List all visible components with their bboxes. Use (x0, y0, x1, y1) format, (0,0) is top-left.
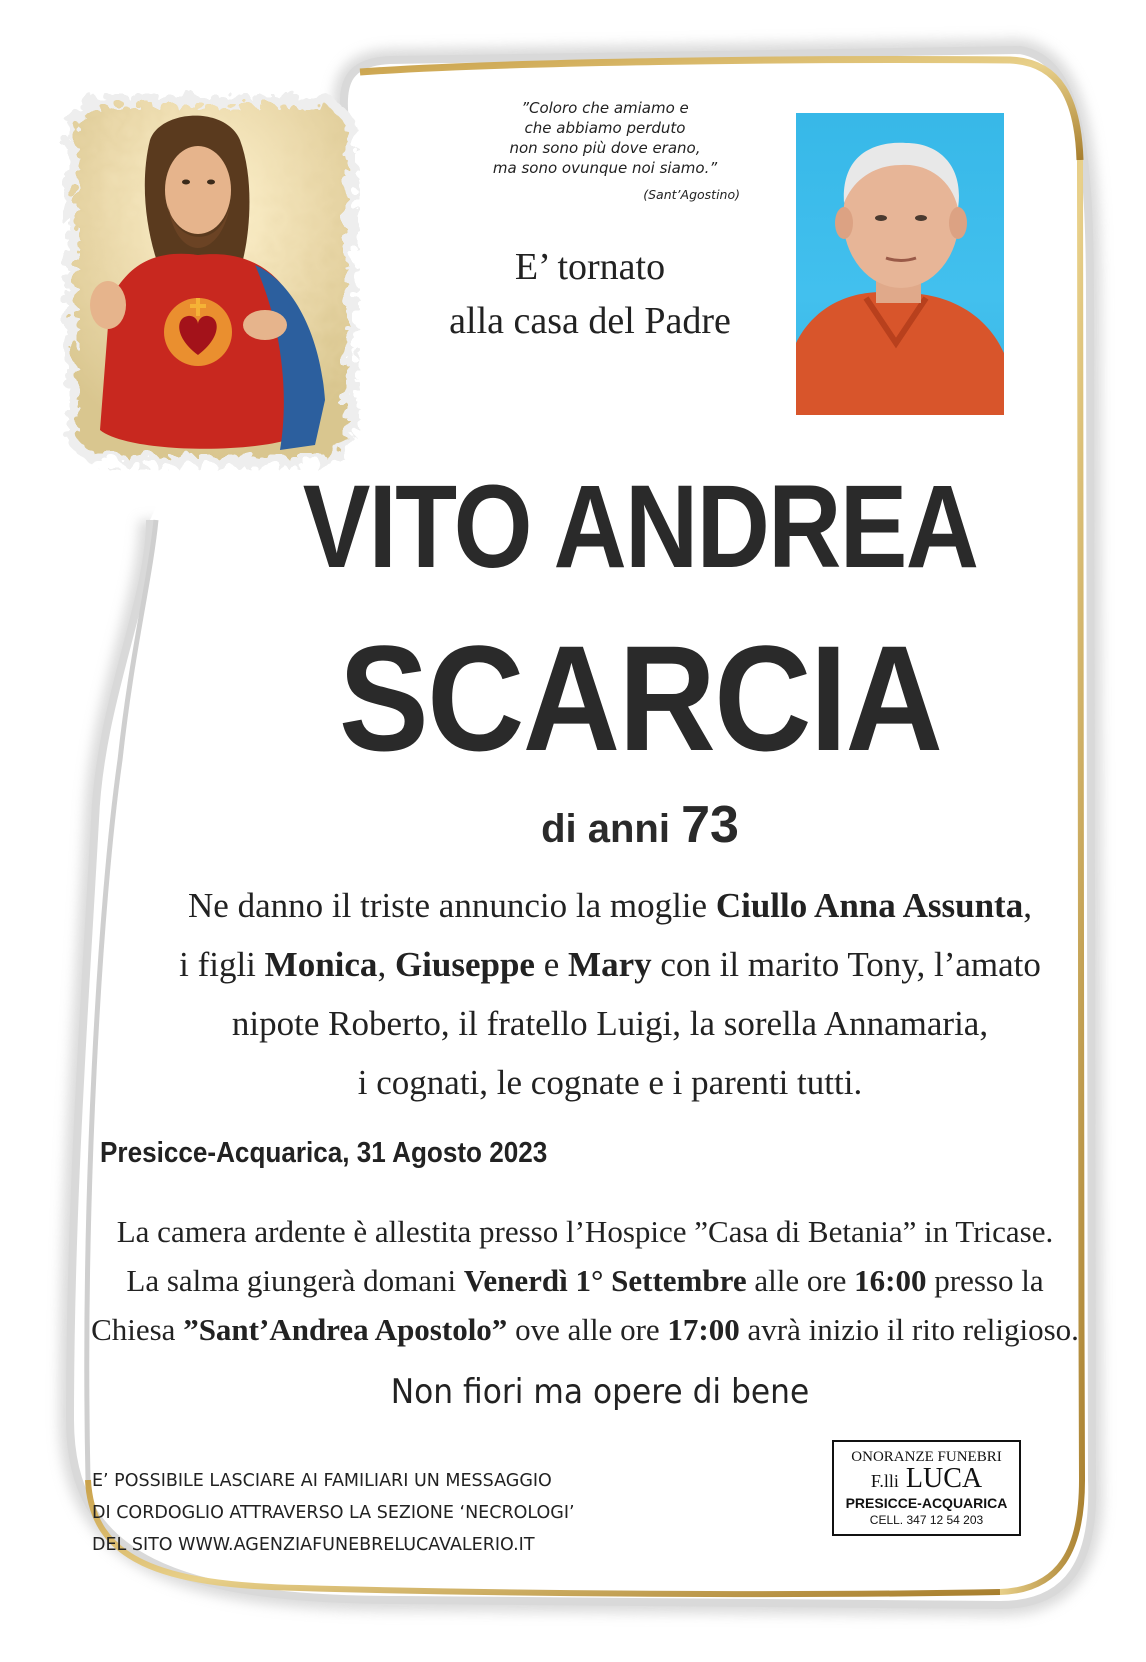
details-line (70, 1305, 1100, 1354)
agency-name-main: LUCA (905, 1463, 983, 1494)
service-time: 17:00 (667, 1312, 740, 1347)
sacred-heart-image (40, 70, 370, 490)
funeral-agency-box (832, 1440, 1021, 1536)
announcement-line: i cognati, le cognate e i parenti tutti. (357, 1063, 863, 1102)
intro-line-2: alla casa del Padre (449, 300, 731, 342)
announcement-line: nipote Roberto, il fratello Luigi, la sorella Annamaria, (231, 1004, 989, 1043)
arrival-date: Venerdì 1° Settembre (463, 1263, 747, 1298)
quote-line: ma sono ovunque noi siamo.” (492, 159, 718, 177)
quote-line: che abbiamo perduto (524, 119, 686, 137)
footer-message (92, 1465, 652, 1561)
deceased-surname: SCARCIA (338, 614, 942, 782)
deceased-age (440, 795, 840, 859)
details-line: La camera ardente è allestita presso l’Hospice ”Casa di Betania” in Tricase. (116, 1214, 1054, 1249)
quote-line: non sono più dove erano, (509, 139, 701, 157)
place-and-date: Presicce-Acquarica, 31 Agosto 2023 (100, 1137, 548, 1169)
intro-line-1: E’ tornato (514, 246, 666, 288)
details-fragment: presso la (926, 1263, 1044, 1298)
age-value: 73 (681, 796, 739, 854)
child-name: Monica (264, 945, 378, 984)
quote-line: ”Coloro che amiamo e (521, 99, 689, 117)
agency-phone: CELL. 347 12 54 203 (869, 1513, 984, 1527)
announcement-fragment: e (534, 945, 569, 984)
announcement-fragment: Ne danno il triste annuncio la moglie (188, 886, 716, 925)
closing-note: Non fiori ma opere di bene (390, 1372, 810, 1412)
announcement-line (130, 876, 1090, 935)
details-fragment: avrà inizio il rito religioso. (739, 1312, 1079, 1347)
announcement-text (130, 876, 1090, 1112)
child-name: Giuseppe (394, 945, 535, 984)
age-prefix: di anni (541, 807, 670, 851)
agency-label: ONORANZE FUNEBRI (851, 1449, 1002, 1465)
arrival-time: 16:00 (854, 1263, 927, 1298)
agency-town: PRESICCE-ACQUARICA (845, 1495, 1008, 1511)
quote (460, 98, 750, 178)
intro-text (400, 240, 780, 348)
deceased-first-names: VITO ANDREA (302, 461, 978, 593)
portrait-photo (796, 113, 1004, 415)
spouse-name: Ciullo Anna Assunta (715, 886, 1024, 925)
details-fragment: ove alle ore (507, 1312, 668, 1347)
announcement-line (130, 935, 1090, 994)
details-fragment: Chiesa (91, 1312, 184, 1347)
agency-name (834, 1463, 1019, 1494)
details-fragment: alle ore (746, 1263, 855, 1298)
announcement-fragment: con il marito Tony, l’amato (651, 945, 1041, 984)
details-fragment: La salma giungerà domani (126, 1263, 464, 1298)
footer-line: DEL SITO WWW.AGENZIAFUNEBRELUCAVALERIO.IT (92, 1535, 535, 1555)
quote-author: (Sant’Agostino) (643, 187, 740, 202)
announcement-fragment: i figli (179, 945, 265, 984)
funeral-details (70, 1207, 1100, 1354)
church-name: ”Sant’Andrea Apostolo” (183, 1312, 508, 1347)
announcement-fragment: , (377, 945, 395, 984)
footer-line: DI CORDOGLIO ATTRAVERSO LA SEZIONE ‘NECROLOGI’ (92, 1503, 575, 1523)
footer-line: E’ POSSIBILE LASCIARE AI FAMILIARI UN MESSAGGIO (92, 1471, 552, 1491)
announcement-fragment: , (1023, 886, 1032, 925)
child-name: Mary (568, 945, 652, 984)
agency-name-prefix: F.lli (870, 1471, 899, 1491)
details-line (70, 1256, 1100, 1305)
